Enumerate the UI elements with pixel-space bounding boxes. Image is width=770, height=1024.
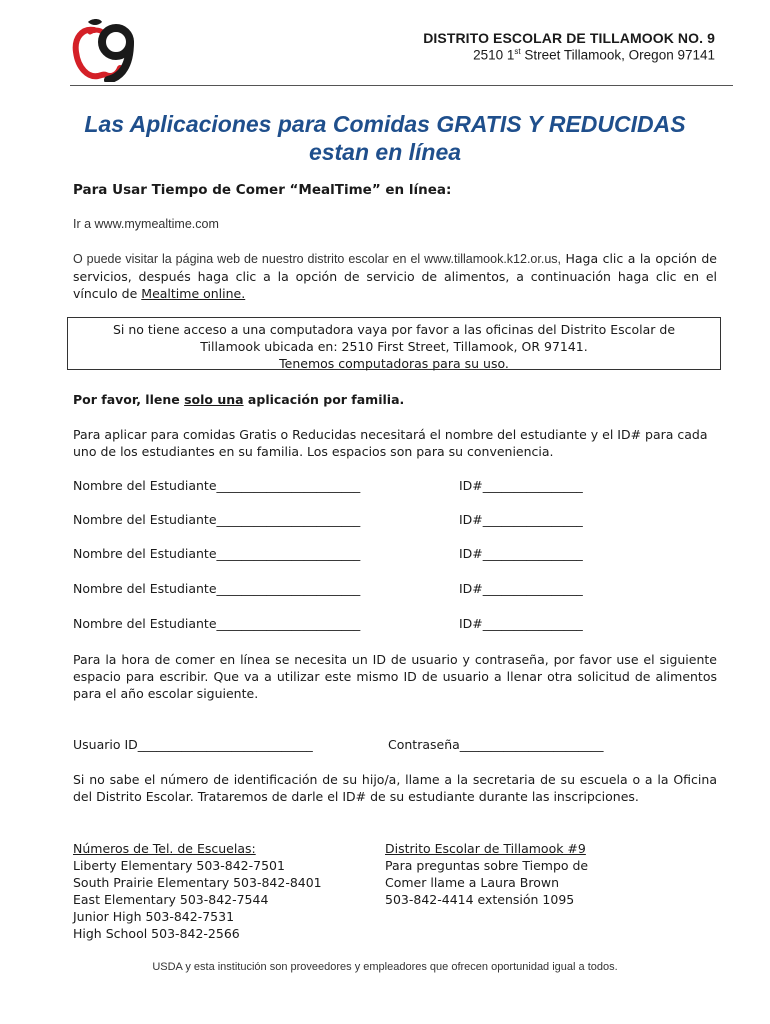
apply-paragraph: Para aplicar para comidas Gratis o Reducidas necesitará el nombre del estudiante y el ID# para cada uno de los estudiantes en su familia. Los espacios son para su conveniencia.	[73, 427, 708, 459]
header-divider	[70, 85, 733, 86]
student-name-field[interactable]: Nombre del Estudiante_______________________	[73, 616, 361, 631]
district-logo-icon	[72, 18, 138, 82]
district-contact-heading: Distrito Escolar de Tillamook #9	[385, 841, 586, 856]
student-id-field[interactable]: ID#________________	[459, 546, 583, 561]
school-phone-line: Junior High 503-842-7531	[73, 909, 235, 924]
school-phone-line: South Prairie Elementary 503-842-8401	[73, 875, 322, 890]
student-name-field[interactable]: Nombre del Estudiante_______________________	[73, 478, 361, 493]
user-id-paragraph: Para la hora de comer en línea se necesita un ID de usuario y contraseña, por favor use el siguiente espacio para escribir. Que va a utilizar este mismo ID de usuario a llenar otra solicitud de alimentos para el año escolar siguiente.	[73, 652, 717, 701]
student-name-field[interactable]: Nombre del Estudiante_______________________	[73, 546, 361, 561]
district-contact-line: 503-842-4414 extensión 1095	[385, 892, 575, 907]
usda-footer: USDA y esta institución son proveedores y empleadores que ofrecen oportunidad igual a todos.	[152, 961, 618, 973]
district-contact	[385, 840, 588, 908]
student-id-field[interactable]: ID#________________	[459, 512, 583, 527]
id-help-paragraph: Si no sabe el número de identificación de su hijo/a, llame a la secretaria de su escuela o a la Oficina del Distrito Escolar. Trataremos de darle el ID# de su estudiante durante las inscripciones.	[73, 772, 717, 804]
district-address: 2510 1st Street Tillamook, Oregon 97141	[473, 47, 715, 63]
user-id-field[interactable]: Usuario ID____________________________	[73, 737, 313, 752]
go-to-text: Ir a www.mymealtime.com	[73, 217, 219, 231]
page-title-line2: estan en línea	[308, 139, 462, 165]
school-phone-line: East Elementary 503-842-7544	[73, 892, 269, 907]
page-title-line1: Las Aplicaciones para Comidas GRATIS Y REDUCIDAS	[84, 111, 686, 137]
student-id-field[interactable]: ID#________________	[459, 478, 583, 493]
student-id-field[interactable]: ID#________________	[459, 581, 583, 596]
school-phone-line: High School 503-842-2566	[73, 926, 240, 941]
district-contact-line: Comer llame a Laura Brown	[385, 875, 559, 890]
district-contact-line: Para preguntas sobre Tiempo de	[385, 858, 589, 873]
student-id-field[interactable]: ID#________________	[459, 616, 583, 631]
notice-line: Tillamook ubicada en: 2510 First Street, Tillamook, OR 97141.	[200, 339, 588, 354]
student-name-field[interactable]: Nombre del Estudiante_______________________	[73, 581, 361, 596]
school-phones	[73, 840, 322, 942]
district-name: DISTRITO ESCOLAR DE TILLAMOOK NO. 9	[423, 30, 715, 46]
notice-line: Si no tiene acceso a una computadora vaya por favor a las oficinas del Distrito Escolar de	[112, 322, 676, 337]
mealtime-subheading: Para Usar Tiempo de Comer “MealTime” en línea:	[73, 182, 452, 198]
notice-box	[67, 317, 721, 370]
notice-line: Tenemos computadoras para su uso.	[279, 356, 509, 371]
password-field[interactable]: Contraseña_______________________	[388, 737, 604, 752]
visit-paragraph: O puede visitar la página web de nuestro distrito escolar en el www.tillamook.k12.or.us, Haga clic a la opción de servicios, después haga clic a la opción de servicio de alimentos, a continuación haga clic en el vínculo de Mealtime online.	[73, 251, 717, 301]
one-application-text: Por favor, llene solo una aplicación por familia.	[73, 392, 405, 407]
mealtime-online-link[interactable]: Mealtime online.	[141, 286, 246, 301]
school-phones-heading: Números de Tel. de Escuelas:	[73, 841, 256, 856]
student-name-field[interactable]: Nombre del Estudiante_______________________	[73, 512, 361, 527]
school-phone-line: Liberty Elementary 503-842-7501	[73, 858, 285, 873]
